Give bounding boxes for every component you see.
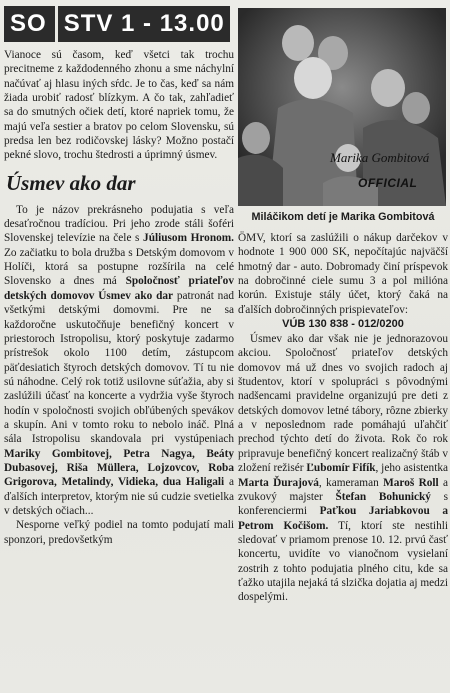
intro-paragraph: Vianoce sú časom, keď všetci tak trochu precitneme z každodenného zhonu a sme náchylní načúvať aj hlasu iných sŕdc. Je to čas, keď sa nám žiada urobiť radosť blízkym. A čo tak, zahľadieť sa do smutných očiek detí, ktoré napriek tomu, že majú veľa sestier a bratov po celom Slovensku, sú predsa len bez rodičovskej lásky? Možno postačí pekné slovo, trochu štedrosti a úprimný úsmev. — [4, 49, 234, 162]
bold-text: Mariky Gombitovej, Petra Nagya, Beáty Dubasovej, Riša Müllera, Lojzovcov, Roba Grigorova, Metalindy, Vidieka, dua Haligali — [4, 447, 234, 489]
bold-text: Ľubomír Fifík — [306, 462, 376, 475]
program-time: STV 1 - 13.00 — [63, 10, 225, 37]
article-paragraph — [238, 332, 448, 605]
left-column — [4, 48, 234, 547]
left-body — [4, 203, 234, 547]
photo-caption: Miláčikom detí je Marika Gombitová — [251, 211, 435, 223]
body-text: Tí, ktorí ste nestihli sledovať v priamom prenose 10. 12. prvú časť koncertu, uvidíte vo vianočnom vysielaní zostrih z tohto podujatia plného citu, kde sa ťažko utajila nejaká tá slzička dojatia aj medzi dospelými. — [238, 519, 448, 604]
right-column — [238, 231, 448, 605]
header-separator — [55, 6, 58, 42]
bold-text: Štefan Bohunický — [335, 490, 431, 503]
body-text: Zo začiatku to bola družba s Detským domovom v Holíči, ktorá sa postupne rozšírila na celé Slovensko a dnes má — [4, 246, 234, 288]
body-text: s konferenciermi — [238, 490, 448, 518]
tv-listing-header — [4, 6, 230, 42]
right-body-1 — [238, 231, 448, 317]
bold-text: Maroš Roll — [383, 476, 439, 489]
body-text: Nesporne veľký podiel na tomto podujatí mali sponzori, predovšetkým — [4, 519, 234, 546]
day-label: SO — [10, 10, 47, 37]
bold-text: Spoločnosť priateľov detských domovov Úsmev ako dar — [4, 275, 234, 302]
article-paragraph — [4, 203, 234, 519]
body-text: , jeho asistentka — [375, 462, 449, 475]
body-text: , kameraman — [318, 476, 384, 489]
bank-account: VÚB 130 838 - 012/0200 — [282, 318, 404, 331]
body-text: Úsmev ako dar však nie je jednorazovou akciou. Spoločnosť priateľov detských domovov má už dnes vo svojich radoch aj študentov, ktorí v spolupráci s pôvodnými nadšencami pravidelne organizujú pre deti z detských domovov letné tábory, rôzne zbierky a v neposlednom rade pomáhajú uľahčiť prechod týchto detí do života. Rok čo rok pripravuje benefičný koncert realizačný štáb v zložení režisér — [238, 333, 448, 475]
bold-text: Paťkou Jariabkovou a Petrom Kočišom. — [238, 505, 448, 532]
body-text: a ďalších interpretov, ktorým nie sú cudzie svetielka v detských očiach... — [4, 476, 234, 517]
body-text: To je názov prekrásneho podujatia s veľa desaťročnou tradíciou. Pri jeho zrode stáli šoféri Slovenskej televízie na čele s — [4, 203, 234, 245]
body-text: patronát nad všetkými detskými domovmi. Pre ne sa každoročne uskutočňuje benefičný koncert v priestoroch Istropolisu, ktorý poskytuje zadarmo prístrešok okolo 1100 detím, zástupcom päťdesiatich štyroch detských domovov. Tí tu nie sú náhodne. Celý rok totiž usilovne súťažia, aby si zaslúžili účasť na koncerte a vydržia vyše štyroch hodín v spoločnosti svojich obľúbených spevákov a skupín. Ani v tomto roku to nebolo ináč. Plná sála Istropolisu skandovala pri vystúpeniach — [4, 289, 234, 446]
article-paragraph — [4, 518, 234, 547]
bold-text: Marta Ďurajová — [238, 476, 319, 489]
right-body-2 — [238, 332, 448, 605]
photo-signature: Marika Gombitová — [330, 150, 430, 165]
bold-text: Júliusom Hronom. — [143, 232, 234, 245]
body-text: ÖMV, ktorí sa zaslúžili o nákup darčekov v hodnote 1 900 000 SK, nepočítajúc najväčší hmotný dar - auto. Dobromady činí príspevok na dobročinné ciele sumu 3 a pol milióna korún. Existuje stály účet, ktorý čaká na ďalších dobročinných prispievateľov: — [238, 232, 448, 316]
body-text: a zvukový majster — [238, 476, 449, 503]
article-paragraph — [238, 231, 448, 317]
article-headline: Úsmev ako dar — [6, 170, 136, 195]
photo-stamp: OFFICIAL — [358, 176, 418, 190]
